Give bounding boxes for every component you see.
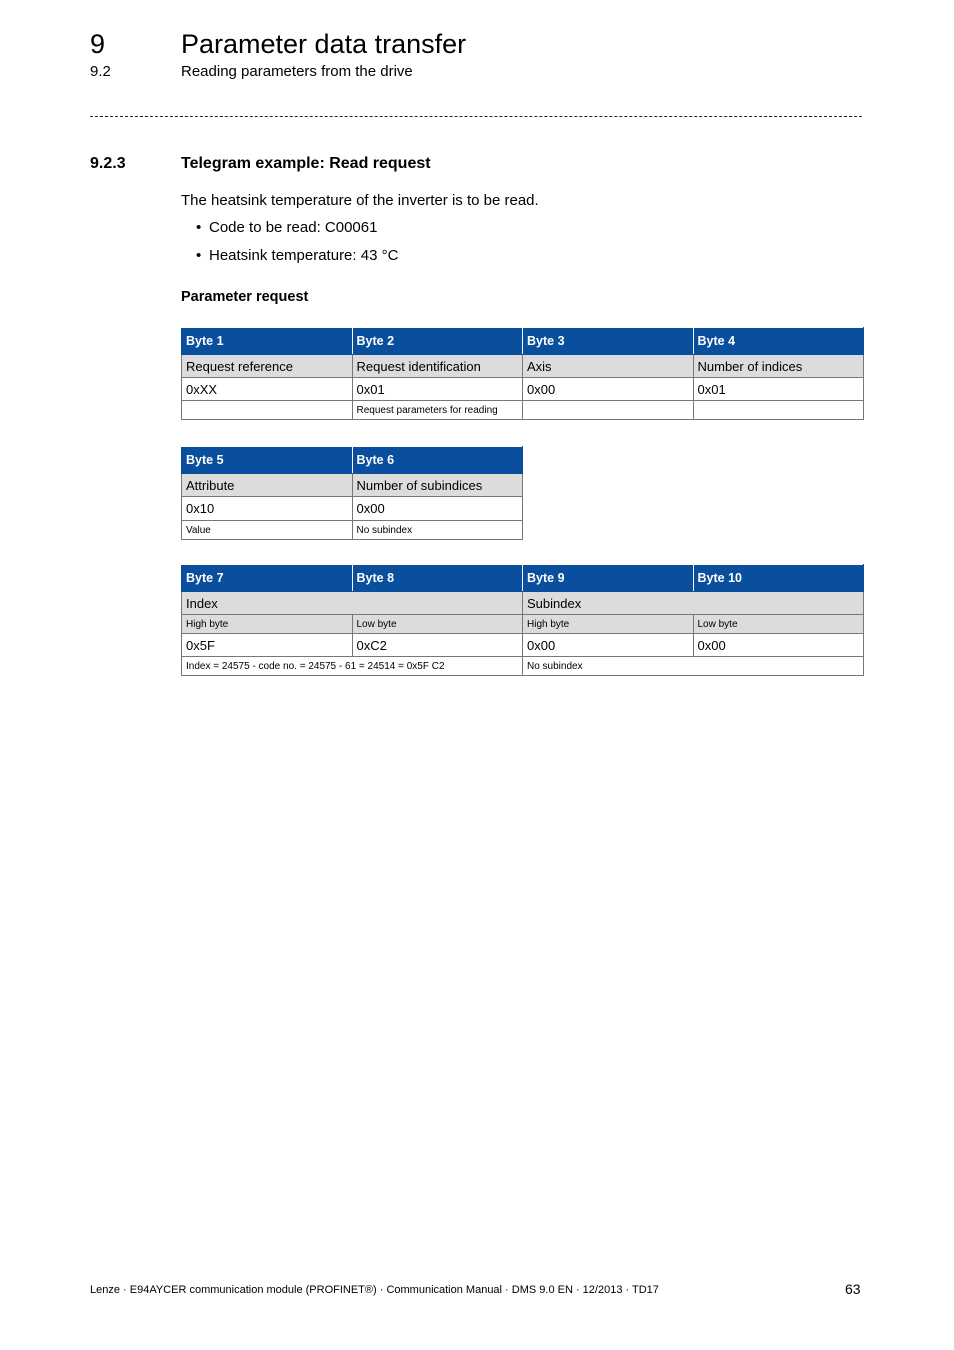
table-cell: Number of indices <box>693 355 864 378</box>
page-number: 63 <box>845 1281 861 1297</box>
table-cell: Request identification <box>352 355 523 378</box>
table-cell: Request parameters for reading <box>352 401 523 420</box>
table-row <box>182 657 864 676</box>
section-number: 9.2 <box>90 63 111 80</box>
table-cell: Low byte <box>693 615 864 634</box>
table-cell: Value <box>182 521 353 540</box>
table-row <box>182 378 864 401</box>
table-cell: 0x01 <box>352 378 523 401</box>
table-cell: Request reference <box>182 355 353 378</box>
table-row <box>182 401 864 420</box>
table-header-cell: Byte 7 <box>182 565 353 592</box>
table-header-row <box>182 565 864 592</box>
table-row <box>182 355 864 378</box>
list-item-text: Code to be read: C00061 <box>209 219 378 236</box>
table-header-cell: Byte 4 <box>693 328 864 355</box>
list-item-text: Heatsink temperature: 43 °C <box>209 247 399 264</box>
table-cell: 0x00 <box>523 634 694 657</box>
table-cell: 0x10 <box>182 497 353 521</box>
table-header-cell: Byte 10 <box>693 565 864 592</box>
table-cell: Axis <box>523 355 694 378</box>
table-cell: 0xC2 <box>352 634 523 657</box>
intro-paragraph: The heatsink temperature of the inverter is to be read. <box>181 192 539 209</box>
table-cell: Attribute <box>182 474 353 497</box>
section-title: Reading parameters from the drive <box>181 63 413 80</box>
bytes-5-6-table <box>181 446 523 540</box>
table-header-cell: Byte 9 <box>523 565 694 592</box>
table-cell <box>182 401 353 420</box>
chapter-number: 9 <box>90 29 106 59</box>
parameter-request-heading: Parameter request <box>181 289 309 305</box>
table-cell: Index = 24575 - code no. = 24575 - 61 = 24514 = 0x5F C2 <box>182 657 523 676</box>
bytes-7-10-table <box>181 564 864 676</box>
table-cell: 0x5F <box>182 634 353 657</box>
table-row <box>182 634 864 657</box>
table-cell: High byte <box>182 615 353 634</box>
table-cell <box>523 401 694 420</box>
table-header-cell: Byte 3 <box>523 328 694 355</box>
table-row <box>182 521 523 540</box>
table-row <box>182 592 864 615</box>
table-cell: No subindex <box>352 521 523 540</box>
table-cell: No subindex <box>523 657 864 676</box>
table-cell: 0x01 <box>693 378 864 401</box>
subsection-number: 9.2.3 <box>90 155 126 172</box>
table-cell: Low byte <box>352 615 523 634</box>
table-header-cell: Byte 8 <box>352 565 523 592</box>
table-row <box>182 497 523 521</box>
table-row <box>182 615 864 634</box>
table-header-cell: Byte 6 <box>352 447 523 474</box>
table-header-cell: Byte 2 <box>352 328 523 355</box>
table-row <box>182 474 523 497</box>
table-cell: 0x00 <box>693 634 864 657</box>
table-cell: 0x00 <box>523 378 694 401</box>
bullet-icon: • <box>196 247 202 264</box>
table-cell: High byte <box>523 615 694 634</box>
table-header-cell: Byte 5 <box>182 447 353 474</box>
table-cell <box>693 401 864 420</box>
list-item <box>196 246 398 274</box>
header-divider <box>90 116 862 117</box>
table-header-cell: Byte 1 <box>182 328 353 355</box>
table-cell: 0x00 <box>352 497 523 521</box>
chapter-title: Parameter data transfer <box>181 29 467 59</box>
table-cell: Number of subindices <box>352 474 523 497</box>
list-item <box>196 218 398 246</box>
table-header-row <box>182 328 864 355</box>
table-cell: Index <box>182 592 523 615</box>
table-cell: Subindex <box>523 592 864 615</box>
table-cell: 0xXX <box>182 378 353 401</box>
bullet-icon: • <box>196 219 202 236</box>
bytes-1-4-table <box>181 327 864 420</box>
table-header-row <box>182 447 523 474</box>
bullet-list <box>196 218 398 274</box>
subsection-title: Telegram example: Read request <box>181 155 431 172</box>
footer-text: Lenze · E94AYCER communication module (PROFINET®) · Communication Manual · DMS 9.0 EN · 12/2013 · TD17 <box>90 1284 659 1296</box>
